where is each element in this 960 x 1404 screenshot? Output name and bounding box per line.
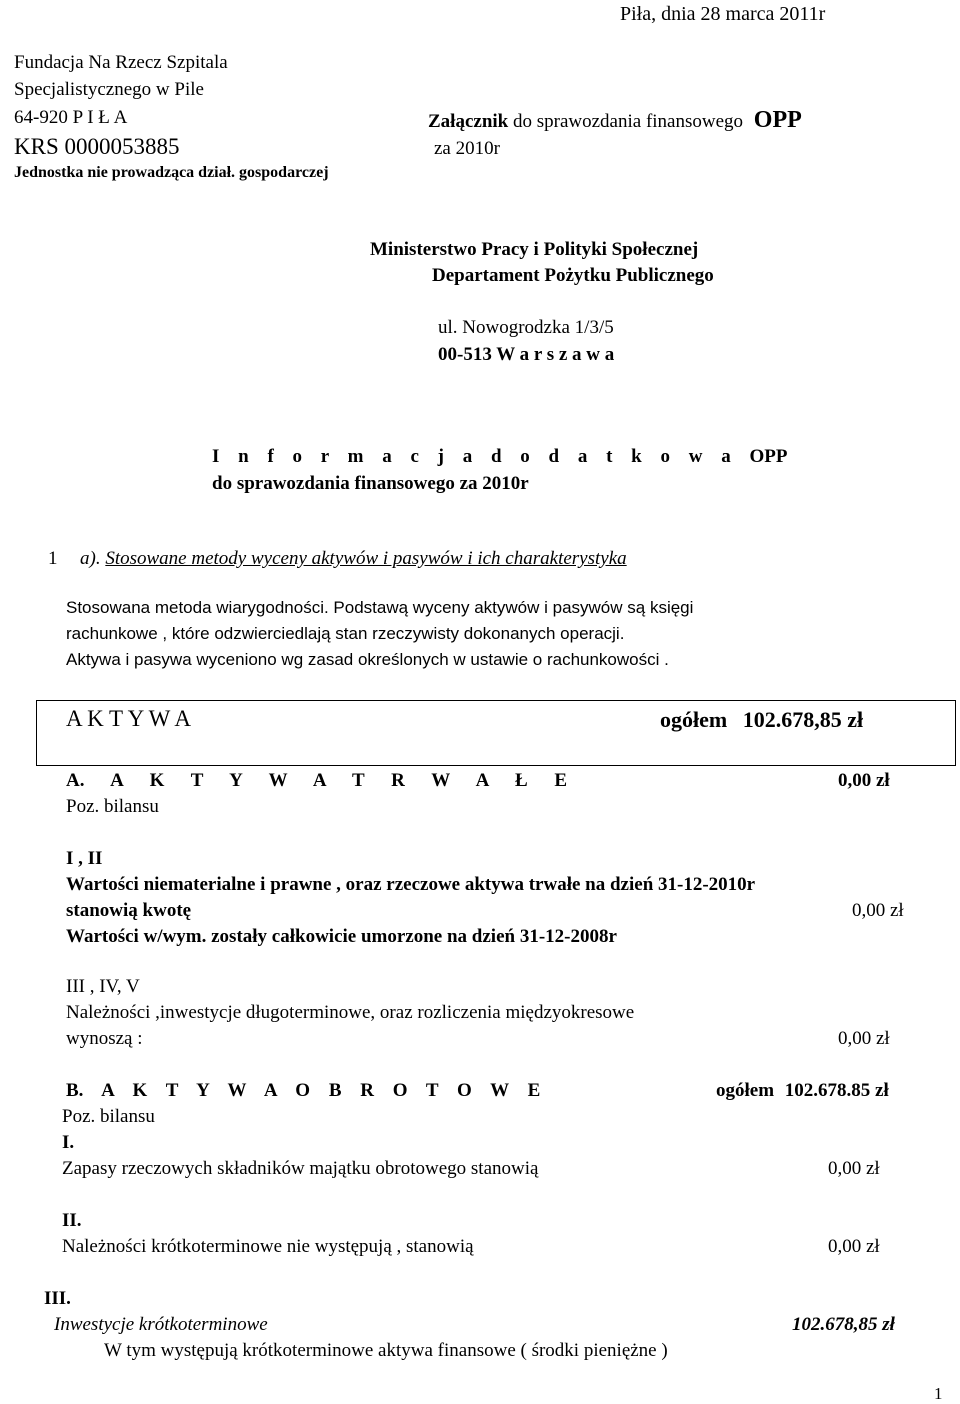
fixed-assets-label: A. A K T Y W A T R W A Ł E	[66, 770, 568, 791]
section-heading	[80, 548, 627, 570]
section-number: 1	[48, 548, 58, 569]
org-name: Fundacja Na Rzecz Szpitala	[14, 52, 228, 73]
current-assets-total	[716, 1080, 889, 1102]
annex-bold: Załącznik	[428, 111, 509, 132]
method-paragraph-2: rachunkowe , które odzwierciedlają stan rzeczywisty dokonanych operacji.	[66, 624, 625, 643]
city: 00-513 W a r s z a w a	[438, 344, 615, 365]
fixed-line-1: Wartości niematerialne i prawne , oraz rzeczowe aktywa trwałe na dzień 31-12-2010r	[66, 874, 756, 895]
section-heading-text: Stosowane metody wyceny aktywów i pasywów i ich charakterystyka	[105, 548, 627, 569]
ministry: Ministerstwo Pracy i Polityki Społecznej	[370, 239, 699, 260]
fixed-poz-label: Poz. bilansu	[66, 796, 159, 817]
doc-subtitle: do sprawozdania finansowego za 2010r	[212, 473, 529, 494]
current-r3-text: Inwestycje krótkoterminowe	[54, 1314, 268, 1335]
current-assets-label: B. A K T Y W A O B R O T O W E	[66, 1080, 541, 1101]
org-krs: KRS 0000053885	[14, 134, 180, 159]
current-assets-total-label: ogółem	[716, 1080, 775, 1101]
fixed-line-2: stanowią kwotę	[66, 900, 192, 921]
assets-total-value: 102.678,85 zł	[742, 707, 864, 732]
current-r1-value: 0,00 zł	[828, 1158, 880, 1179]
current-r3-sub: W tym występują krótkoterminowe aktywa finansowe ( środki pieniężne )	[104, 1340, 668, 1361]
annex-rest: do sprawozdania finansowego	[512, 111, 744, 132]
fixed-line-5-value: 0,00 zł	[838, 1028, 890, 1049]
current-assets-total-value: 102.678.85 zł	[784, 1080, 889, 1101]
annex-line	[428, 107, 802, 135]
current-r1-roman: I.	[62, 1132, 75, 1153]
fixed-roman: I , II	[66, 848, 103, 869]
assets-total	[660, 707, 863, 732]
method-paragraph-3: Aktywa i pasywa wyceniono wg zasad określonych w ustawie o rachunkowości .	[66, 650, 669, 669]
org-note: Jednostka nie prowadząca dział. gospodarczej	[14, 164, 329, 181]
fixed-line-5: wynoszą :	[66, 1028, 143, 1049]
fixed-roman-2: III , IV, V	[66, 976, 140, 997]
fixed-assets-value: 0,00 zł	[838, 770, 890, 791]
annex-year: za 2010r	[434, 138, 500, 159]
section-heading-prefix: a).	[80, 548, 101, 569]
current-r1-text: Zapasy rzeczowych składników majątku obrotowego stanowią	[62, 1158, 539, 1179]
department: Departament Pożytku Publicznego	[432, 265, 714, 286]
fixed-line-4: Należności ,inwestycje długoterminowe, oraz rozliczenia międzyokresowe	[66, 1002, 635, 1023]
street: ul. Nowogrodzka 1/3/5	[438, 317, 614, 338]
doc-title: I n f o r m a c j a d o d a t k o w a OPP	[212, 446, 788, 467]
current-r3-roman: III.	[44, 1288, 71, 1309]
current-r2-value: 0,00 zł	[828, 1236, 880, 1257]
current-r2-text: Należności krótkoterminowe nie występują , stanowią	[62, 1236, 474, 1257]
method-paragraph-1: Stosowana metoda wiarygodności. Podstawą wyceny aktywów i pasywów są księgi	[66, 598, 694, 617]
fixed-line-2-value: 0,00 zł	[852, 900, 904, 921]
current-poz-label: Poz. bilansu	[62, 1106, 155, 1127]
current-r2-roman: II.	[62, 1210, 82, 1231]
org-postal: 64-920 P I Ł A	[14, 107, 128, 128]
fixed-line-3: Wartości w/wym. zostały całkowicie umorzone na dzień 31-12-2008r	[66, 926, 617, 947]
place-date: Piła, dnia 28 marca 2011r	[620, 3, 826, 25]
assets-total-label: ogółem	[660, 707, 728, 732]
annex-opp: OPP	[753, 107, 802, 133]
assets-label: A K T Y W A	[66, 706, 192, 731]
current-r3-value: 102.678,85 zł	[792, 1314, 895, 1335]
page-number: 1	[934, 1384, 943, 1403]
org-name-2: Specjalistycznego w Pile	[14, 79, 204, 100]
